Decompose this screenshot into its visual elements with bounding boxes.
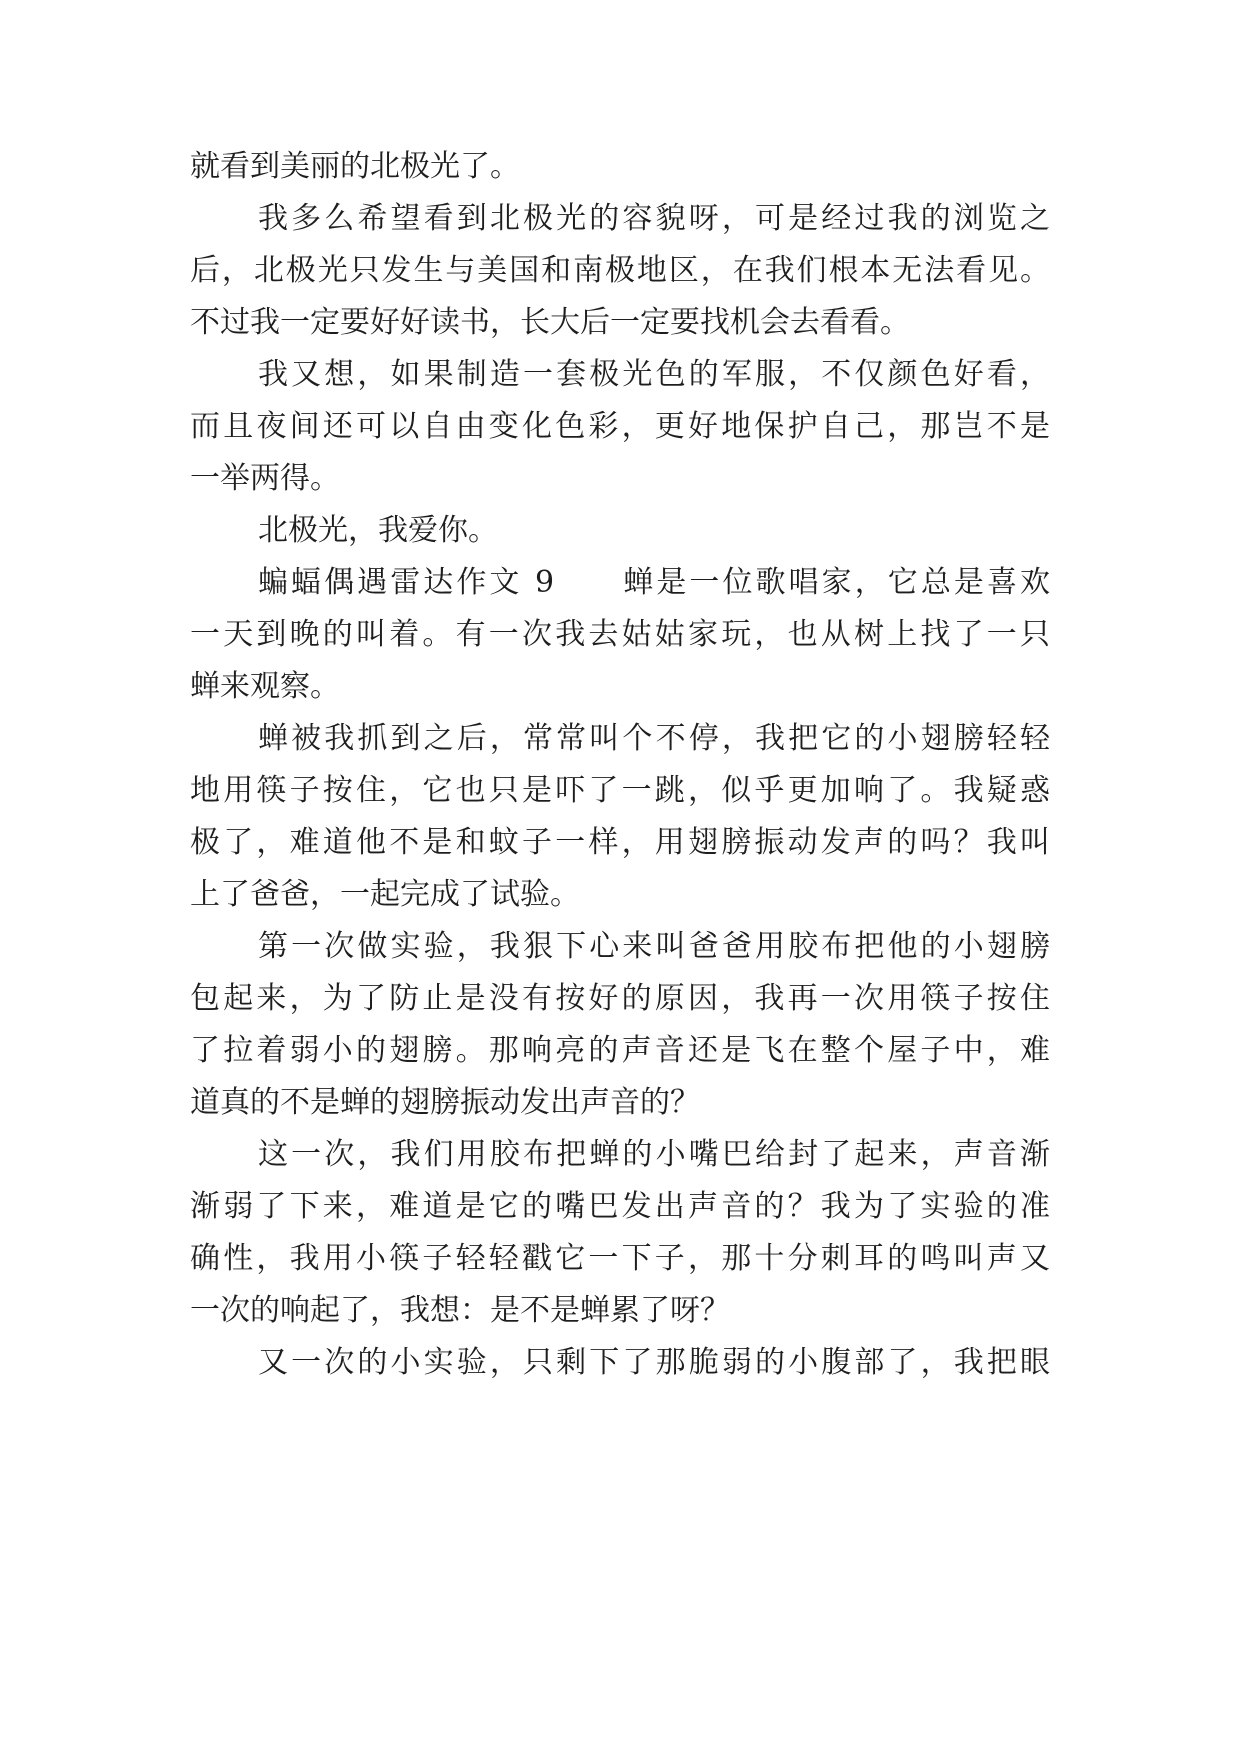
text-line: 我多么希望看到北极光的容貌呀，可是经过我的浏览之 bbox=[258, 201, 1050, 236]
text-line: 一天到晚的叫着。有一次我去姑姑家玩，也从树上找了一只 bbox=[190, 617, 1050, 652]
text-line: 这一次，我们用胶布把蝉的小嘴巴给封了起来，声音渐 bbox=[258, 1137, 1050, 1172]
text-line: 我又想，如果制造一套极光色的军服，不仅颜色好看， bbox=[258, 357, 1050, 392]
text-line: 就看到美丽的北极光了。 bbox=[190, 149, 520, 184]
text-line: 第一次做实验，我狠下心来叫爸爸用胶布把他的小翅膀 bbox=[258, 929, 1050, 964]
text-line: 确性，我用小筷子轻轻戳它一下子，那十分刺耳的鸣叫声又 bbox=[190, 1241, 1050, 1276]
text-line: 一举两得。 bbox=[190, 461, 340, 496]
text-line: 不过我一定要好好读书，长大后一定要找机会去看看。 bbox=[190, 305, 910, 340]
text-line: 极了，难道他不是和蚊子一样，用翅膀振动发声的吗？我叫 bbox=[190, 825, 1050, 860]
text-line: 一次的响起了，我想：是不是蝉累了呀？ bbox=[190, 1293, 730, 1328]
text-line: 蝉被我抓到之后，常常叫个不停，我把它的小翅膀轻轻 bbox=[258, 721, 1050, 756]
text-line: 北极光，我爱你。 bbox=[258, 513, 498, 548]
text-line: 道真的不是蝉的翅膀振动发出声音的？ bbox=[190, 1085, 700, 1120]
text-line: 了拉着弱小的翅膀。那响亮的声音还是飞在整个屋子中，难 bbox=[190, 1033, 1050, 1068]
text-line: 而且夜间还可以自由变化色彩，更好地保护自己，那岂不是 bbox=[190, 409, 1050, 444]
text-line: 后，北极光只发生与美国和南极地区，在我们根本无法看见。 bbox=[190, 253, 1050, 288]
text-line: 蝙蝠偶遇雷达作文 9 蝉是一位歌唱家，它总是喜欢 bbox=[258, 565, 1050, 600]
text-line: 包起来，为了防止是没有按好的原因，我再一次用筷子按住 bbox=[190, 981, 1050, 1016]
text-line: 上了爸爸，一起完成了试验。 bbox=[190, 877, 580, 912]
text-line: 蝉来观察。 bbox=[190, 669, 340, 704]
text-line: 又一次的小实验，只剩下了那脆弱的小腹部了，我把眼 bbox=[258, 1345, 1050, 1380]
text-line: 地用筷子按住，它也只是吓了一跳，似乎更加响了。我疑惑 bbox=[190, 773, 1050, 808]
text-line: 渐弱了下来，难道是它的嘴巴发出声音的？我为了实验的准 bbox=[190, 1189, 1050, 1224]
